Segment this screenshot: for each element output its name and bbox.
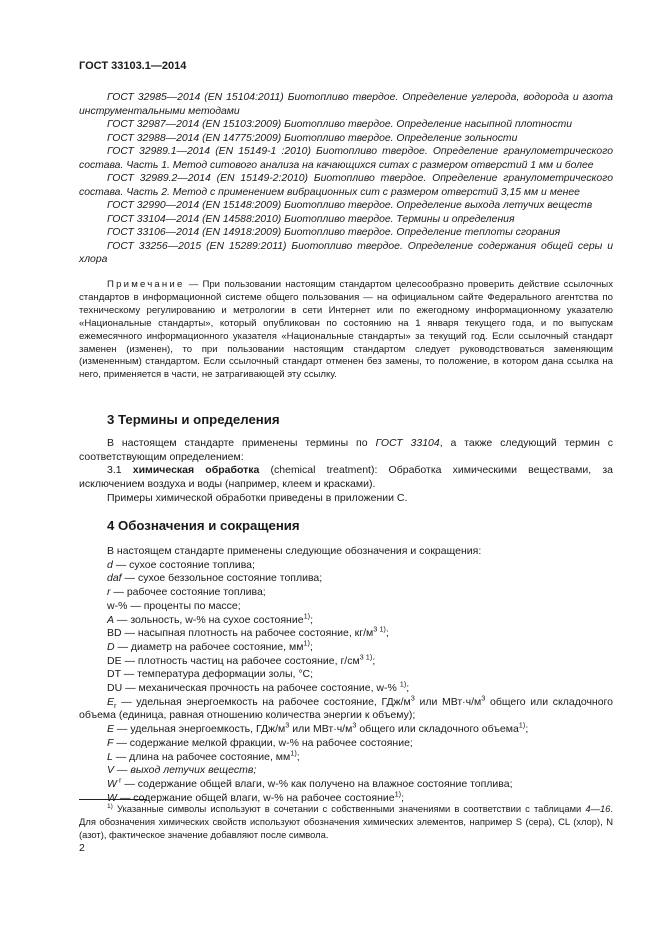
symbol-description: — содержание общей влаги, w-% на рабочее состояние: [116, 791, 395, 804]
subscript: r: [114, 700, 117, 710]
symbol-description: общего или складочного объема (единица, равная отношению количества энергии к объему);: [79, 695, 613, 722]
section-3-body: [79, 437, 613, 506]
symbol-item: [79, 679, 613, 696]
symbol-description: ;: [401, 791, 405, 804]
standard-reference: ГОСТ 33104: [375, 437, 440, 449]
reference-item: ГОСТ 32987—2014 (EN 15103:2009) Биотопливо твердое. Определение насыпной плотности: [107, 119, 573, 130]
superscript: 3: [410, 693, 415, 703]
symbol-description: общего или складочного объема: [356, 723, 519, 736]
symbol-description: ;: [296, 750, 300, 763]
symbol-item: [79, 720, 613, 737]
symbol-description: — диаметр на рабочее состояние, мм: [114, 640, 304, 653]
symbol: V — выход летучих веществ;: [107, 764, 257, 777]
symbol-item: [79, 559, 613, 573]
intro-text: , а также следующий термин с соответствующим определением:: [79, 437, 613, 463]
reference-item: ГОСТ 32990—2014 (EN 15148:2009) Биотопливо твердое. Определение выхода летучих веществ: [107, 200, 593, 211]
note-label: Примечание: [107, 279, 185, 290]
footnote-text: Указанные символы используют в сочетании с собственными значениями в соответствии с таблицами: [112, 803, 586, 814]
symbol-item: [79, 572, 613, 586]
symbol-description: ;: [406, 682, 410, 695]
symbol-description: ;: [372, 654, 376, 667]
symbol-item: [79, 764, 613, 778]
section-3-intro: [79, 437, 613, 464]
symbol-description: — удельная энергоемкость на рабочее состояние, ГДж/м: [116, 695, 411, 708]
intro-text: В настоящем стандарте применены термины по: [107, 437, 376, 449]
symbol-description: ;: [309, 640, 313, 653]
symbol: D: [107, 640, 115, 653]
superscript: 1): [394, 789, 402, 799]
superscript: 3: [352, 720, 357, 730]
symbol-description: — содержание мелкой фракции, w-% на рабочее состояние;: [113, 736, 413, 749]
symbol: E: [107, 695, 115, 708]
symbol-item: [79, 624, 613, 641]
term-number: 3.1: [107, 464, 133, 477]
symbol-item: [79, 737, 613, 751]
footnote-mark: 1): [107, 802, 113, 810]
symbol-item: [79, 652, 613, 669]
symbol: F: [107, 736, 114, 749]
superscript: 1): [303, 611, 311, 621]
symbol-description: — содержание общей влаги, w-% как получено на влажное состояние топлива;: [121, 777, 513, 790]
symbol-item: [79, 611, 613, 628]
superscript: 1): [290, 748, 297, 758]
section-3-heading: [79, 412, 613, 427]
symbol-item: [79, 586, 613, 600]
symbol-description: — зольность, w-% на сухое состояние: [114, 613, 304, 626]
symbol-description: или МВт·ч/м: [414, 695, 482, 708]
superscript: 3 1): [373, 624, 386, 634]
note-text: — При пользовании настоящим стандартом целесообразно проверить действие ссылочных стандартов в информационной системе общего пользования — на официальном сайте Федерального агентства по техническому регулированию и метрологии в сети Интернет или по ежегодному информационному указателю «Национальные стандарты», который опубликован по состоянию на 1 января текущего года, и по выпускам ежемесячного информационного указателя «Национальные стандарты» за текущий год. Если ссылочный стандарт заменен (изменен), то при пользовании настоящим стандартом следует руководствоваться заменяющим (измененным) стандартом. Если ссылочный стандарт отменен без замены, то положение, в котором дана ссылка на него, применяется в части, не затрагивающей эту ссылку.: [79, 279, 613, 381]
symbol-description: DT — температура деформации золы, °С;: [107, 668, 314, 681]
term: химическая обработка: [132, 464, 260, 477]
reference-item: ГОСТ 32989.1—2014 (EN 15149-1 :2010) Биотопливо твердое. Определение гранулометрического состава. Часть 1. Метод ситового анализа на качающихся ситах с размером отверстий 1 мм и более: [79, 146, 613, 171]
symbol-item: [79, 693, 613, 723]
symbol-description: ;: [385, 627, 389, 640]
section-3-title: 3 Термины и определения: [107, 412, 280, 427]
reference-item: ГОСТ 33104—2014 (EN 14588:2010) Биотопливо твердое. Термины и определения: [107, 213, 515, 225]
symbol: W: [107, 777, 117, 790]
symbol-description: w-% — проценты по массе;: [107, 599, 241, 612]
superscript: 1): [518, 720, 526, 730]
symbol-description: — рабочее состояние топлива;: [110, 586, 266, 599]
reference-item: ГОСТ 32989.2—2014 (EN 15149-2:2010) Биотопливо твердое. Определение гранулометрического состава. Часть 2. Метод с применением вибрационных сит с размером отверстий 3,15 мм и менее: [79, 173, 613, 198]
symbol: A: [107, 613, 115, 626]
symbol: daf: [107, 572, 122, 585]
symbol-description: — сухое беззольное состояние топлива;: [121, 572, 323, 585]
symbol-description: DU — механическая прочность на рабочее состояние, w-%: [107, 682, 400, 695]
footnote-divider: [79, 799, 147, 800]
reference-item: ГОСТ 32985—2014 (EN 15104:2011) Биотопливо твердое. Определение углерода, водорода и азота инструментальными методами: [79, 92, 613, 117]
section-4-body: [79, 545, 613, 805]
footnote-tables: 4—16: [585, 803, 611, 814]
reference-item: ГОСТ 32988—2014 (EN 14775:2009) Биотопливо твердое. Определение зольности: [107, 132, 518, 144]
section-4-heading: [79, 518, 613, 533]
superscript: 1): [399, 679, 407, 689]
symbol: W: [107, 791, 117, 804]
footnote-text: . Для обозначения химических свойств используют обозначения химических элементов, например S (сера), CL (хлор), N (азот), фактическое значение добавляют после символа.: [79, 803, 613, 840]
superscript: 3: [481, 693, 486, 703]
symbol-description: — удельная энергоемкость, ГДж/м: [114, 723, 286, 736]
reference-item: ГОСТ 33106—2014 (EN 14918:2009) Биотопливо твердое. Определение теплоты сгорания: [107, 227, 561, 238]
section-4-title: 4 Обозначения и сокращения: [107, 518, 300, 533]
document-header: ГОСТ 33103.1—2014: [79, 60, 187, 72]
symbol-description: ;: [310, 613, 314, 626]
symbol-item: [79, 775, 613, 792]
symbol-item: [79, 638, 613, 655]
note: [79, 279, 613, 382]
reference-item: ГОСТ 33256—2015 (EN 15289:2011) Биотопливо твердое. Определение содержания общей серы и хлора: [79, 240, 613, 265]
superscript: 1): [303, 638, 310, 648]
symbol-description: ;: [525, 723, 529, 736]
term-definition-text: (chemical treatment): Обработка химическими веществами, за исключением воздуха и воды (например, клеем и красками).: [79, 464, 613, 491]
superscript: 3: [285, 720, 290, 730]
symbol-description: — длина на рабочее состояние, мм: [112, 750, 291, 763]
symbol: E: [107, 723, 115, 736]
symbol-item: [79, 600, 613, 614]
normative-references-list: [79, 91, 613, 267]
symbol-item: [79, 748, 613, 765]
symbol-description: BD — насыпная плотность на рабочее состояние, кг/м: [107, 627, 374, 640]
symbol-description: — сухое состояние топлива;: [112, 558, 255, 571]
symbol: d: [107, 558, 113, 571]
term-definition: [79, 464, 613, 491]
symbol: r: [107, 586, 111, 599]
examples-text: Примеры химической обработки приведены в приложении С.: [107, 491, 408, 504]
superscript: r: [116, 775, 122, 785]
symbol-description: или МВт·ч/м: [289, 723, 353, 736]
superscript: 3 1): [359, 652, 373, 662]
footnote: [79, 803, 613, 841]
page-number: 2: [79, 842, 85, 854]
section-4-intro: В настоящем стандарте применены следующие обозначения и сокращения:: [107, 545, 482, 557]
symbol-description: DE — плотность частиц на рабочее состояние, г/см: [107, 654, 360, 667]
symbol: L: [107, 750, 113, 763]
symbol-item: [79, 668, 613, 682]
